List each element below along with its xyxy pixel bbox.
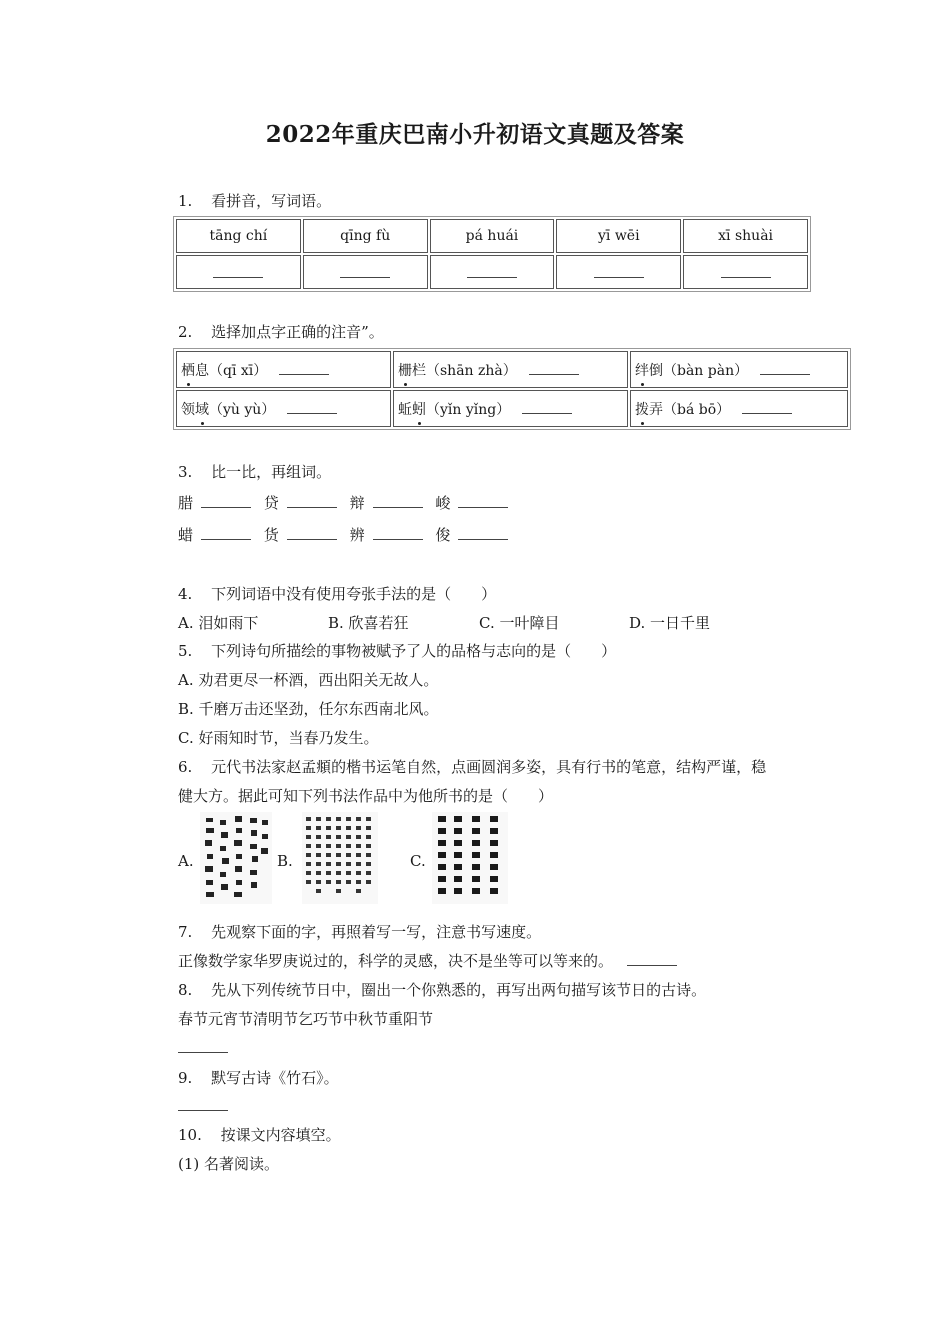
pinyin-cell: xī shuài	[683, 219, 808, 253]
calligraphy-a-strokes	[200, 812, 272, 904]
question-number: 1.	[178, 192, 193, 210]
question-text: 先观察下面的字，再照着写一写，注意书写速度。	[211, 923, 542, 941]
question-5	[178, 640, 616, 661]
pinyin-cell: yī wēi	[556, 219, 681, 253]
question-number: 2.	[178, 323, 193, 341]
question-number: 3.	[178, 463, 193, 481]
pinyin-cell: tāng chí	[176, 219, 301, 253]
pronunciation-table	[173, 348, 851, 430]
answer-blank[interactable]	[721, 262, 771, 278]
dotted-char: 栅	[398, 363, 412, 379]
answer-blank[interactable]	[287, 492, 337, 508]
calligraphy-image-a	[200, 812, 272, 904]
char: 腊	[178, 494, 194, 512]
answer-blank[interactable]	[201, 524, 251, 540]
answer-blank[interactable]	[287, 398, 337, 414]
answer-blank[interactable]	[529, 359, 579, 375]
answer-blank[interactable]	[201, 492, 251, 508]
question-9	[178, 1067, 339, 1088]
answer-blank[interactable]	[594, 262, 644, 278]
answer-blank[interactable]	[522, 398, 572, 414]
word-rest: 栏	[412, 363, 426, 379]
question-text: 选择加点字正确的注音”。	[211, 323, 384, 341]
pinyin-option: （bàn pàn）	[663, 363, 749, 379]
word-rest: 蚯	[398, 402, 412, 418]
pinyin-option: （yǐn yǐng）	[426, 402, 511, 418]
dotted-char: 蚓	[412, 402, 426, 418]
pinyin-option: （bá bō）	[663, 402, 731, 418]
question-6-line-1	[178, 756, 766, 777]
calligraphy-image-c	[432, 812, 508, 904]
option-c[interactable]: C.	[410, 852, 426, 870]
question-2	[178, 321, 384, 342]
word-cell	[393, 390, 628, 427]
question-1	[178, 190, 331, 211]
pinyin-option: （yù yù）	[209, 402, 276, 418]
answer-blank[interactable]	[213, 262, 263, 278]
question-10	[178, 1124, 341, 1145]
answer-cell[interactable]	[683, 255, 808, 289]
calligraphy-c-strokes	[432, 812, 508, 904]
char: 货	[263, 526, 279, 544]
pinyin-option: （shān zhà）	[426, 363, 517, 379]
compare-row-1	[178, 492, 516, 513]
word-rest: 领	[181, 402, 195, 418]
festival-list[interactable]: 春节元宵节清明节乞巧节中秋节重阳节	[178, 1010, 434, 1028]
question-text: 下列诗句所描绘的事物被赋予了人的品格与志向的是（ ）	[211, 642, 617, 660]
answer-blank[interactable]	[458, 524, 508, 540]
q9-answer-line[interactable]	[178, 1095, 228, 1115]
answer-blank[interactable]	[760, 359, 810, 375]
question-text: 看拼音，写词语。	[211, 192, 332, 210]
answer-blank[interactable]	[287, 524, 337, 540]
answer-blank[interactable]	[458, 492, 508, 508]
sub-question-1: (1) 名著阅读。	[178, 1155, 280, 1173]
q8-answer-line[interactable]	[178, 1037, 228, 1057]
question-number: 7.	[178, 923, 193, 941]
pinyin-option: （qī xī）	[209, 363, 268, 379]
copy-sentence-row	[178, 950, 681, 971]
dotted-char: 栖	[181, 363, 195, 379]
question-3	[178, 461, 331, 482]
answer-blank[interactable]	[279, 359, 329, 375]
word-cell	[393, 351, 628, 388]
option-a[interactable]: A. 劝君更尽一杯酒，西出阳关无故人。	[178, 671, 439, 689]
question-text: 默写古诗《竹石》。	[211, 1069, 339, 1087]
char: 贷	[263, 494, 279, 512]
char: 峻	[435, 494, 451, 512]
calligraphy-image-b	[302, 812, 378, 904]
copy-sentence: 正像数学家华罗庚说过的，科学的灵感，决不是坐等可以等来的。	[178, 952, 614, 970]
calligraphy-b-strokes	[302, 812, 378, 904]
question-number: 5.	[178, 642, 193, 660]
answer-cell[interactable]	[176, 255, 301, 289]
answer-blank[interactable]	[373, 492, 423, 508]
question-number: 10.	[178, 1126, 202, 1144]
option-b[interactable]: B. 欣喜若狂	[328, 614, 409, 632]
answer-blank[interactable]	[373, 524, 423, 540]
compare-row-2	[178, 524, 516, 545]
question-number: 4.	[178, 585, 193, 603]
question-7	[178, 921, 541, 942]
answer-cell[interactable]	[556, 255, 681, 289]
answer-cell[interactable]	[303, 255, 428, 289]
word-rest: 弄	[649, 402, 663, 418]
char: 辨	[349, 526, 365, 544]
char: 蜡	[178, 526, 194, 544]
option-a[interactable]: A.	[178, 852, 194, 870]
page-title: 2022年重庆巴南小升初语文真题及答案	[265, 121, 685, 148]
answer-blank[interactable]	[467, 262, 517, 278]
char: 俊	[435, 526, 451, 544]
question-text: 按课文内容填空。	[220, 1126, 341, 1144]
question-text: 下列词语中没有使用夸张手法的是（ ）	[211, 585, 497, 603]
word-cell	[630, 390, 848, 427]
option-c[interactable]: C. 一叶障目	[479, 614, 560, 632]
word-cell	[630, 351, 848, 388]
pinyin-cell: pá huái	[430, 219, 555, 253]
answer-blank[interactable]	[340, 262, 390, 278]
dotted-char: 拨	[635, 402, 649, 418]
question-text: 先从下列传统节日中，圈出一个你熟悉的，再写出两句描写该节日的古诗。	[211, 981, 707, 999]
dotted-char: 绊	[635, 363, 649, 379]
word-rest: 倒	[649, 363, 663, 379]
question-8	[178, 979, 706, 1000]
word-cell	[176, 351, 391, 388]
question-4	[178, 583, 496, 604]
word-rest: 息	[195, 363, 209, 379]
dotted-char: 域	[195, 402, 209, 418]
answer-cell[interactable]	[430, 255, 555, 289]
option-d[interactable]: D. 一日千里	[629, 614, 711, 632]
pinyin-table	[173, 216, 811, 292]
option-b[interactable]: B. 千磨万击还坚劲，任尔东西南北风。	[178, 700, 439, 718]
question-text: 比一比，再组词。	[211, 463, 332, 481]
question-number: 8.	[178, 981, 193, 999]
question-number: 6.	[178, 758, 193, 776]
question-text: 元代书法家赵孟頫的楷书运笔自然，点画圆润多姿，具有行书的笔意，结构严谨，稳	[211, 758, 767, 776]
char: 辩	[349, 494, 365, 512]
option-c[interactable]: C. 好雨知时节，当春乃发生。	[178, 729, 379, 747]
question-6-line-2: 健大方。据此可知下列书法作品中为他所书的是（ ）	[178, 787, 554, 805]
word-cell	[176, 390, 391, 427]
pinyin-cell: qīng fù	[303, 219, 428, 253]
option-a[interactable]: A. 泪如雨下	[178, 614, 259, 632]
answer-blank[interactable]	[742, 398, 792, 414]
question-number: 9.	[178, 1069, 193, 1087]
answer-blank[interactable]	[627, 950, 677, 966]
option-b[interactable]: B.	[277, 852, 293, 870]
